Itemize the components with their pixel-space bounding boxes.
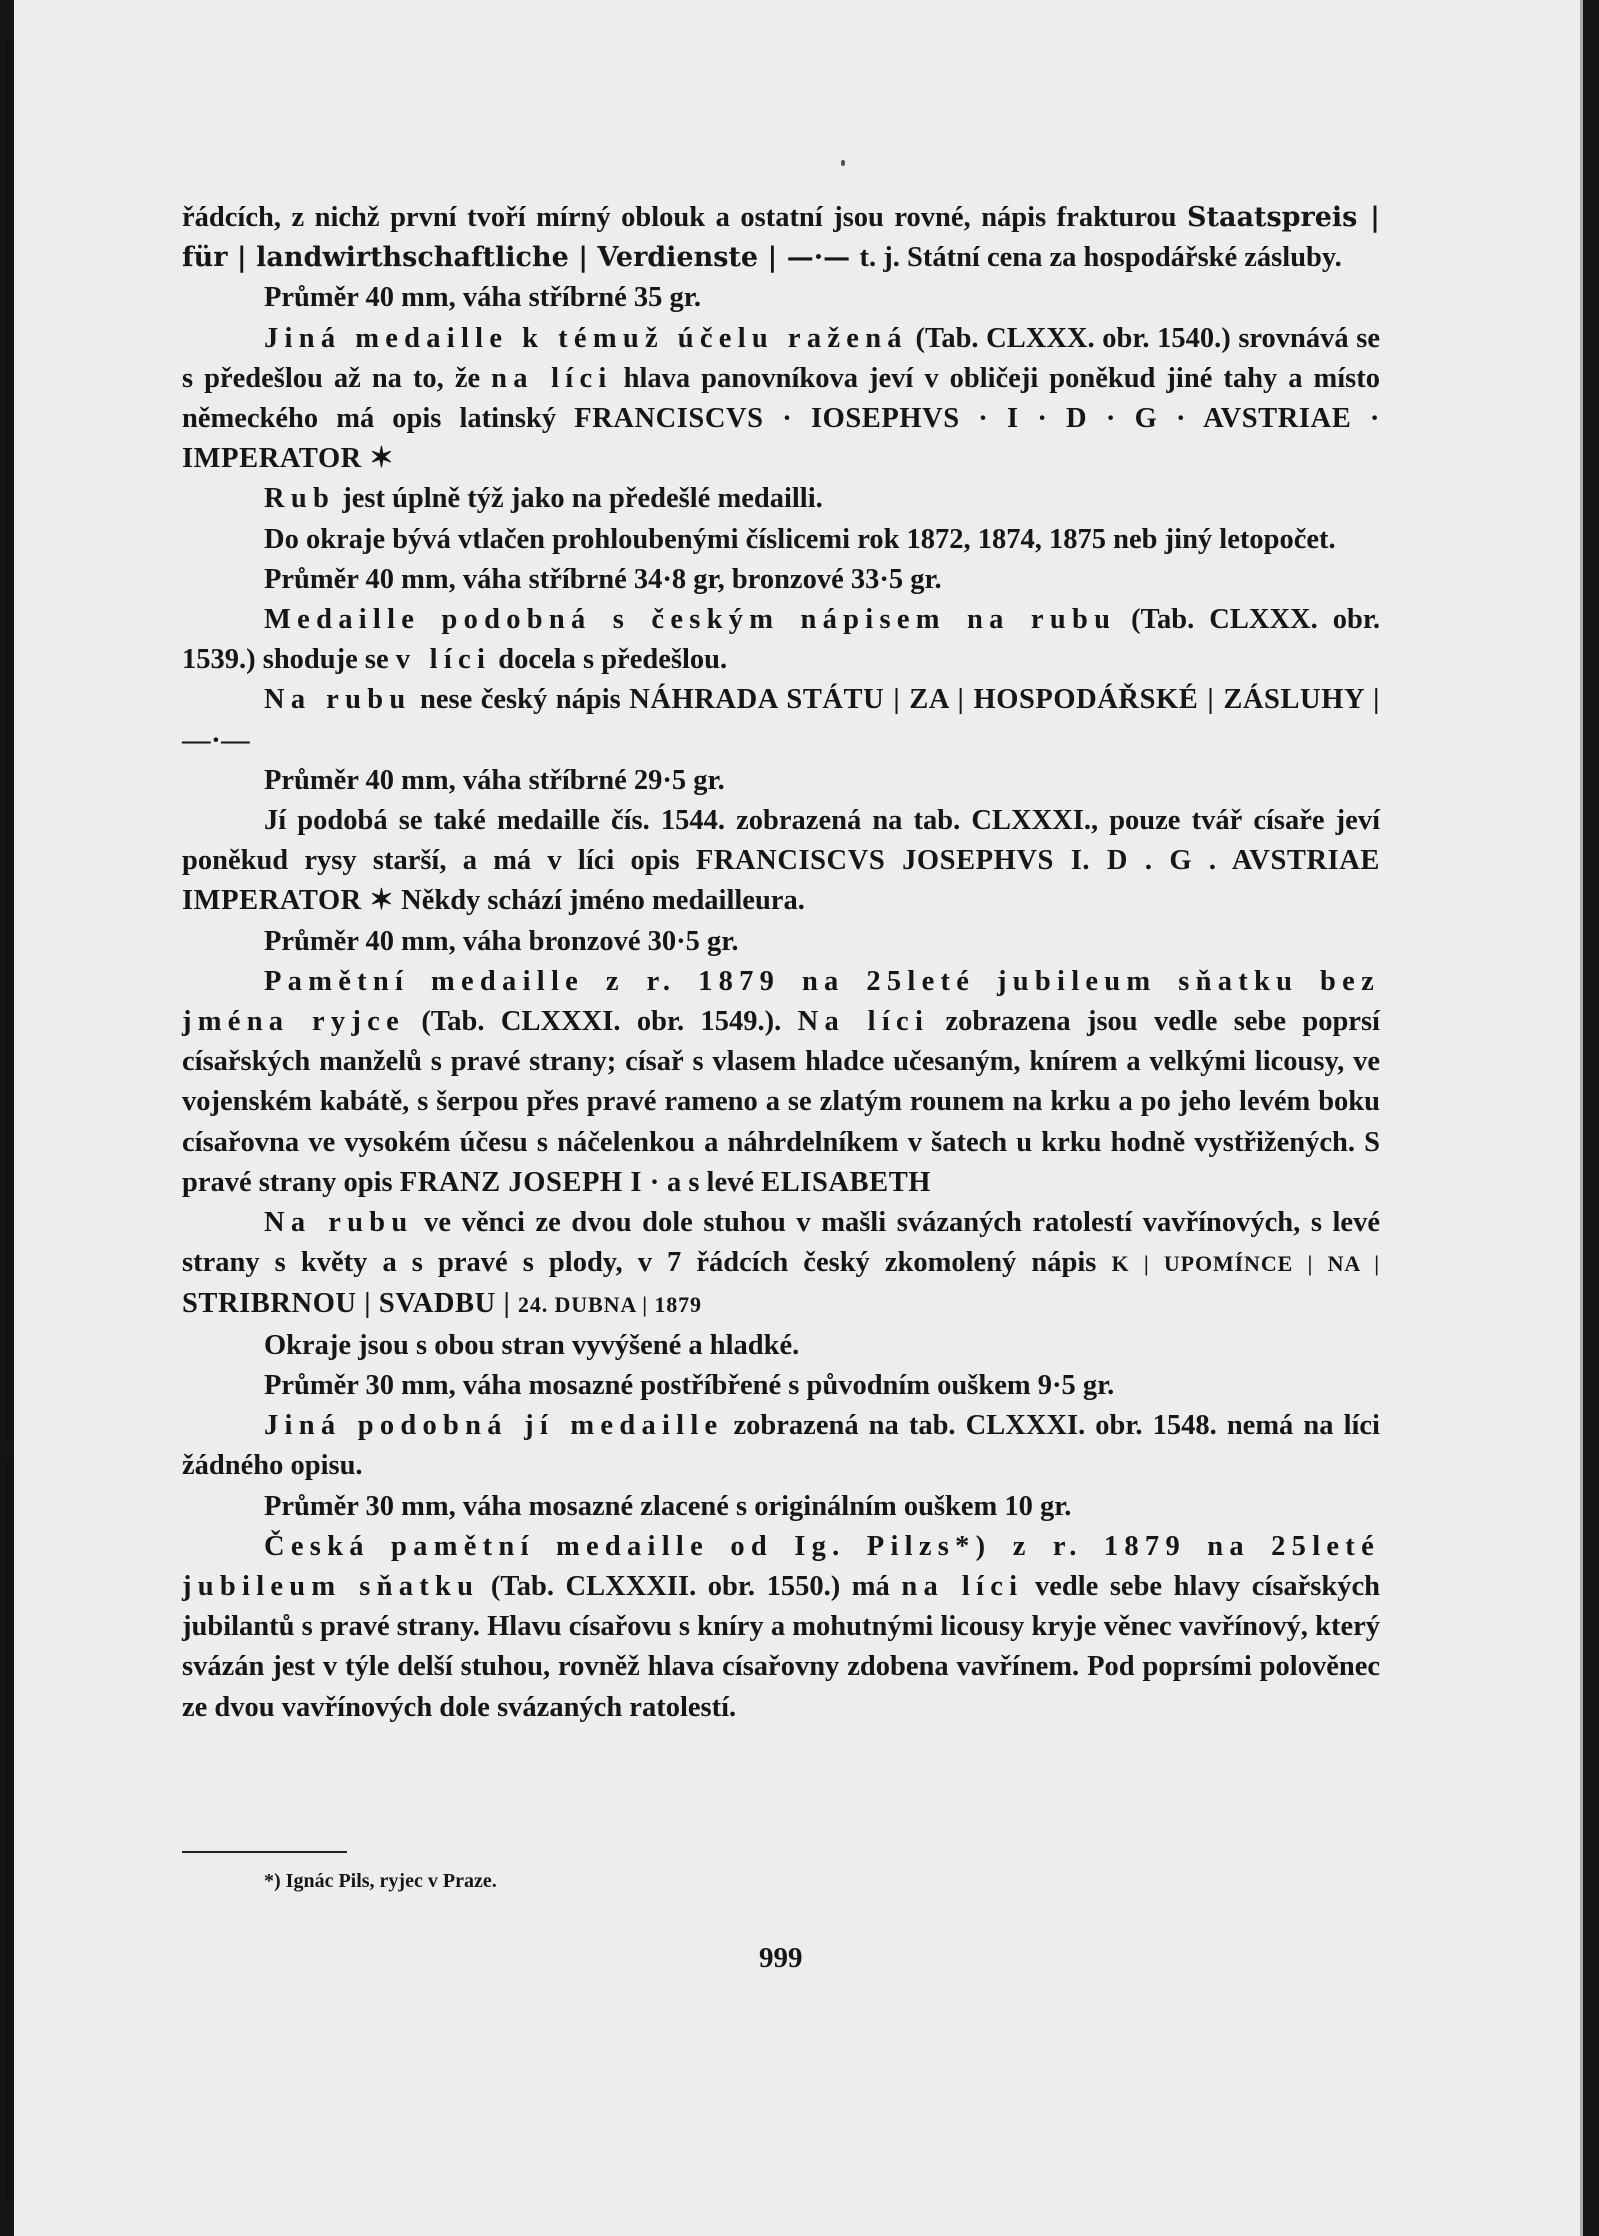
text-segment: Jiná podobná jí medaille	[264, 1410, 724, 1442]
text-segment: Průměr 30 mm, váha mosazné postříbřené s původním ouškem 9·5 gr.	[264, 1369, 1115, 1401]
book-page	[14, 0, 1583, 2236]
text-segment: Na rubu	[264, 684, 412, 716]
text-segment: nese český nápis	[411, 684, 630, 716]
text-segment: jest úplně týž jako na předešlé medailli.	[335, 483, 823, 515]
text-segment: FRANZ JOSEPH I ·	[399, 1166, 660, 1198]
paragraph	[182, 1406, 1380, 1486]
text-segment: Průměr 40 mm, váha stříbrné 34·8 gr, bronzové 33·5 gr.	[264, 563, 942, 595]
text-segment: NÁHRADA STÁTU | ZA | HOSPODÁŘSKÉ | ZÁSLUHY | —·—	[182, 684, 1380, 756]
text-segment: řádcích, z nichž první tvoří mírný oblouk a ostatní jsou rovné, nápis frakturou	[182, 202, 1188, 233]
text-segment: Na líci	[797, 1006, 930, 1038]
text-segment: Do okraje bývá vtlačen prohloubenými číslicemi rok 1872, 1874, 1875 neb jiný letopočet.	[264, 523, 1336, 555]
body-text	[182, 198, 1380, 1728]
text-segment: K | UPOMÍNCE | NA |	[1111, 1251, 1380, 1277]
paragraph	[182, 198, 1380, 278]
text-segment: Někdy schází jméno medailleura.	[393, 885, 805, 917]
text-segment: Průměr 40 mm, váha stříbrné 29·5 gr.	[264, 764, 725, 796]
page-number: 999	[759, 1942, 803, 1974]
text-segment: a s levé	[659, 1166, 762, 1198]
text-segment: Jí podobá se také medaille čís. 1544. zobrazená na tab. CLXXXI., pouze tvář císaře jeví poněkud rysy starší, a má v líci opis	[182, 805, 1380, 877]
text-segment: Staatspreis | für | landwirthschaftliche | Verdienste | —·—	[182, 202, 1381, 274]
paragraph	[182, 319, 1380, 480]
text-segment: (Tab. CLXXX. obr. 1540.) srovnává se s předešlou až na to, že	[182, 322, 1381, 394]
binding-edge	[6, 40, 11, 1440]
paragraph	[182, 680, 1380, 760]
text-segment: Průměr 30 mm, váha mosazné zlacené s originálním ouškem 10 gr.	[264, 1490, 1072, 1522]
paragraph	[182, 278, 1380, 318]
paragraph	[182, 1366, 1380, 1406]
footnote: *) Ignác Pils, ryjec v Praze.	[264, 1870, 497, 1892]
text-segment: Průměr 40 mm, váha stříbrné 35 gr.	[264, 282, 701, 314]
paragraph	[182, 479, 1380, 519]
text-segment: ELISABETH	[761, 1166, 932, 1198]
paragraph	[182, 1487, 1380, 1527]
text-segment: FRANCISCVS · IOSEPHVS · I · D · G · AVSTRIAE · IMPERATOR ✶	[182, 403, 1380, 475]
text-segment: Na rubu	[264, 1207, 414, 1239]
text-segment: ve věnci ze dvou dole stuhou v mašli svázaných ratolestí vavřínových, s levé strany s květy a s pravé s plody, v 7 řádcích český zkomolený nápis	[182, 1207, 1380, 1279]
text-segment: Česká pamětní medaille od Ig. Pilzs*) z r. 1879 na 25leté jubileum sňatku	[182, 1530, 1380, 1602]
text-segment: vedle sebe hlavy císařských jubilantů s pravé strany. Hlavu císařovu s kníry a mohutnými licousy kryje věnec vavřínový, který svázán jest v týle delší stuhou, rovněž hlava císařovny zdobena vavřínem. Pod poprsími polověnec ze dvou vavřínových dole svázaných ratolestí.	[182, 1570, 1380, 1723]
ink-speck	[841, 160, 845, 166]
paragraph	[182, 801, 1380, 922]
paragraph	[182, 1527, 1380, 1728]
text-segment: zobrazená na tab. CLXXXI. obr. 1548. nemá na líci žádného opisu.	[182, 1410, 1380, 1482]
text-segment: 24. DUBNA | 1879	[518, 1292, 702, 1318]
text-segment: Pamětní medaille z r. 1879 na 25leté jubileum sňatku bez jména ryjce	[182, 965, 1380, 1038]
text-segment: (Tab. CLXXX. obr. 1539.) shoduje se	[182, 604, 1380, 676]
paragraph	[182, 560, 1380, 600]
paragraph	[182, 520, 1380, 560]
text-segment: hlava panovníkova jeví v obličeji poněkud jiné tahy a místo německého má opis latinský	[182, 362, 1380, 435]
paragraph	[182, 1203, 1380, 1326]
text-segment: (Tab. CLXXXII. obr. 1550.) má	[479, 1570, 902, 1602]
text-segment: Rub	[264, 483, 336, 515]
binding-edge-lower	[6, 1460, 11, 2200]
paragraph	[182, 600, 1380, 680]
text-segment: docela s předešlou.	[491, 644, 728, 676]
text-segment: na líci	[491, 362, 613, 394]
paragraph	[182, 1326, 1380, 1366]
text-segment: Medaille podobná s českým nápisem na rubu	[264, 604, 1117, 636]
text-segment: FRANCISCVS JOSEPHVS I. D . G . AVSTRIAE IMPERATOR ✶	[182, 845, 1380, 917]
text-segment: na líci	[901, 1570, 1024, 1602]
text-segment: Okraje jsou s obou stran vyvýšené a hladké.	[264, 1329, 800, 1361]
text-segment: STRIBRNOU | SVADBU |	[182, 1288, 518, 1320]
paragraph	[182, 962, 1380, 1203]
paragraph	[182, 761, 1380, 801]
text-segment: (Tab. CLXXXI. obr. 1549.).	[405, 1006, 798, 1038]
text-segment: t. j. Státní cena za hospodářské zásluby.	[859, 242, 1342, 274]
text-segment: zobrazena jsou vedle sebe poprsí císařských manželů s pravé strany; císař s vlasem hladce učesaným, knírem a velkými licousy, ve vojenském kabátě, s šerpou přes pravé rameno a se zlatým rounem na krku a po jeho levém boku císařovna ve vysokém účesu s náčelenkou a náhrdelníkem v šatech u krku hodně vystřižených. S pravé strany opis	[182, 1006, 1380, 1198]
text-segment: Jiná medaille k témuž účelu ražená	[264, 322, 908, 354]
paragraph	[182, 922, 1380, 962]
text-segment: v líci	[395, 644, 492, 676]
footnote-rule	[182, 1851, 347, 1853]
text-segment: Průměr 40 mm, váha bronzové 30·5 gr.	[264, 925, 739, 957]
